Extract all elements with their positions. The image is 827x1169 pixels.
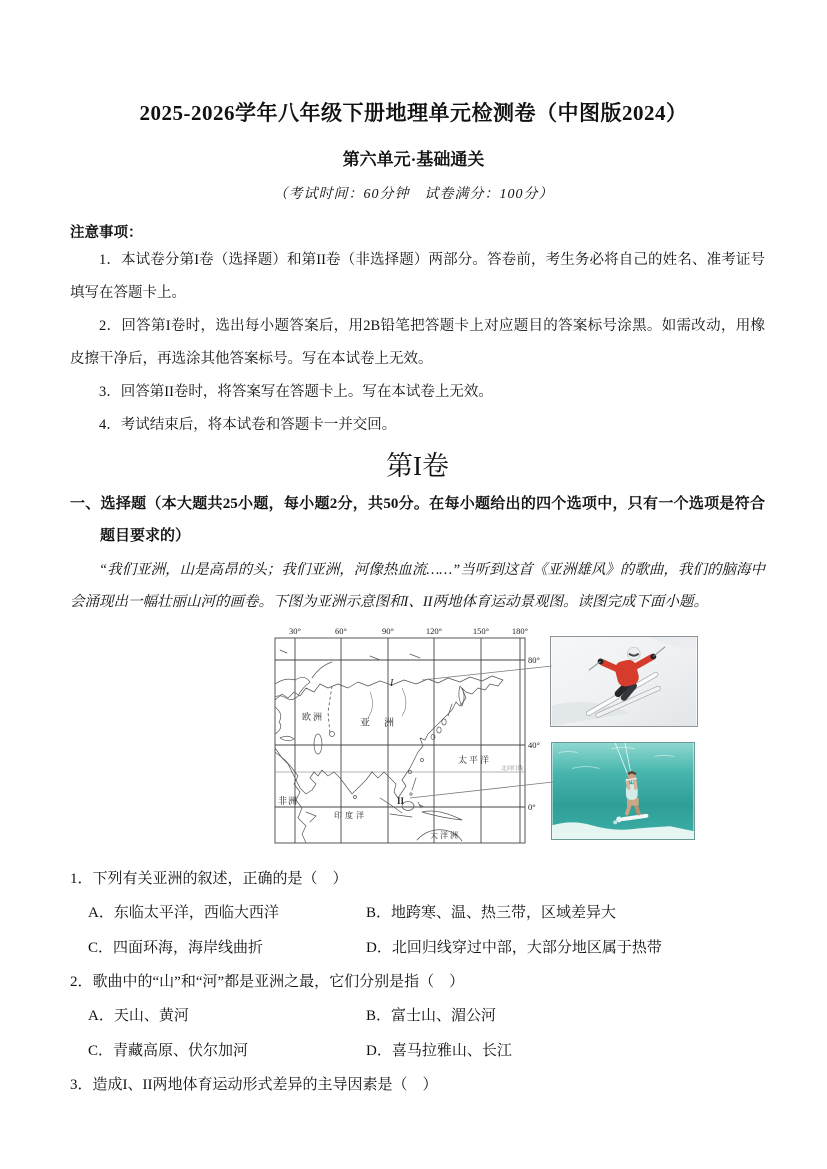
exam-info-line: （考试时间：60分钟 试卷满分：100分） (273, 187, 554, 202)
notice-item-1: 1．本试卷分第I卷（选择题）和第II卷（非选择题）两部分。答卷前，考生务必将自己的姓名、准考证号填写在答题卡上。 (70, 252, 765, 301)
lat-tick-40: 40° (528, 740, 540, 750)
page-title: 2025-2026学年八年级下册地理单元检测卷（中图版2024） (139, 101, 688, 125)
question-1-option-a: A．东临太平洋，西临大西洋 (88, 905, 279, 921)
question-2-stem: 2．歌曲中的“山”和“河”都是亚洲之最，它们分别是指（ ） (70, 974, 465, 990)
ski-photo (550, 636, 698, 727)
europe-label: 欧洲 (302, 712, 325, 722)
lon-tick-60: 60° (335, 626, 347, 636)
windsurf-photo-graphic (552, 743, 694, 839)
ski-photo-graphic (551, 637, 697, 726)
site-2-marker: II (397, 796, 405, 806)
asia-label: 亚洲 (360, 718, 408, 729)
question-3 (70, 1068, 765, 1102)
lon-tick-30: 30° (289, 626, 301, 636)
indian-ocean-label: 印度洋 (334, 811, 367, 820)
question-2-option-d: D．喜马拉雅山、长江 (366, 1042, 512, 1059)
question-1-option-b: B．地跨寒、温、热三带，区域差异大 (366, 905, 617, 921)
question-2-option-c: C．青藏高原、伏尔加河 (88, 1042, 249, 1059)
question-1-options (70, 896, 765, 965)
notice-heading: 注意事项： (70, 225, 143, 241)
urals-boundary-dashed-line (328, 686, 332, 734)
question-1-stem: 1．下列有关亚洲的叙述，正确的是（ ） (70, 871, 348, 887)
notice-item-4: 4．考试结束后，将本试卷和答题卡一并交回。 (99, 417, 397, 433)
notice-section (70, 222, 765, 442)
pacific-ocean-label: 太平洋 (458, 755, 492, 765)
section-title: 一、选择题（本大题共25小题，每小题2分，共50分。在每小题给出的四个选项中，只有一个选项是符合题目要求的） (70, 496, 765, 544)
question-2-options (70, 999, 765, 1068)
lat-tick-80: 80° (528, 655, 540, 665)
lon-tick-120: 120° (425, 626, 443, 636)
question-1-option-c: C．四面环海，海岸线曲折 (88, 939, 264, 956)
question-1 (70, 862, 765, 965)
leader-lines (410, 666, 553, 798)
site-1-marker: I (390, 678, 394, 689)
question-2-option-b: B．富士山、湄公河 (366, 1008, 497, 1024)
figure-asia-map-and-photos (70, 622, 765, 854)
unit-subtitle: 第六单元·基础通关 (342, 150, 485, 169)
lat-tick-0: 0° (528, 802, 536, 812)
question-2 (70, 965, 765, 1068)
tropic-of-cancer-label: 北回归线 (501, 766, 524, 772)
windsurf-photo (551, 742, 695, 840)
question-3-stem: 3．造成I、II两地体育运动形式差异的主导因素是（ ） (70, 1077, 438, 1093)
oceania-label: 大洋洲 (430, 831, 460, 840)
lon-tick-180: 180° (511, 626, 529, 636)
lon-tick-150: 150° (472, 626, 490, 636)
question-2-option-a: A．天山、黄河 (88, 1008, 189, 1024)
lon-tick-90: 90° (382, 626, 394, 636)
intro-passage: “我们亚洲，山是高昂的头；我们亚洲，河像热血流……”当听到这首《亚洲雄风》的歌曲，我们的脑海中会涌现出一幅壮丽山河的画卷。下图为亚洲示意图和I、II两地体育运动景观图。读图完成下面小题。 (70, 562, 765, 610)
notice-item-3: 3．回答第II卷时，将答案写在答题卡上。写在本试卷上无效。 (99, 384, 493, 400)
africa-label: 非洲 (278, 796, 299, 806)
map-grid (275, 638, 525, 843)
notice-item-2: 2．回答第I卷时，选出每小题答案后，用2B铅笔把答题卡上对应题目的答案标号涂黑。如需改动，用橡皮擦干净后，再选涂其他答案标号。写在本试卷上无效。 (70, 318, 765, 367)
question-1-option-d: D．北回归线穿过中部，大部分地区属于热带 (366, 939, 662, 956)
coastline-sketch (275, 650, 503, 843)
volume-heading: 第I卷 (386, 451, 449, 481)
